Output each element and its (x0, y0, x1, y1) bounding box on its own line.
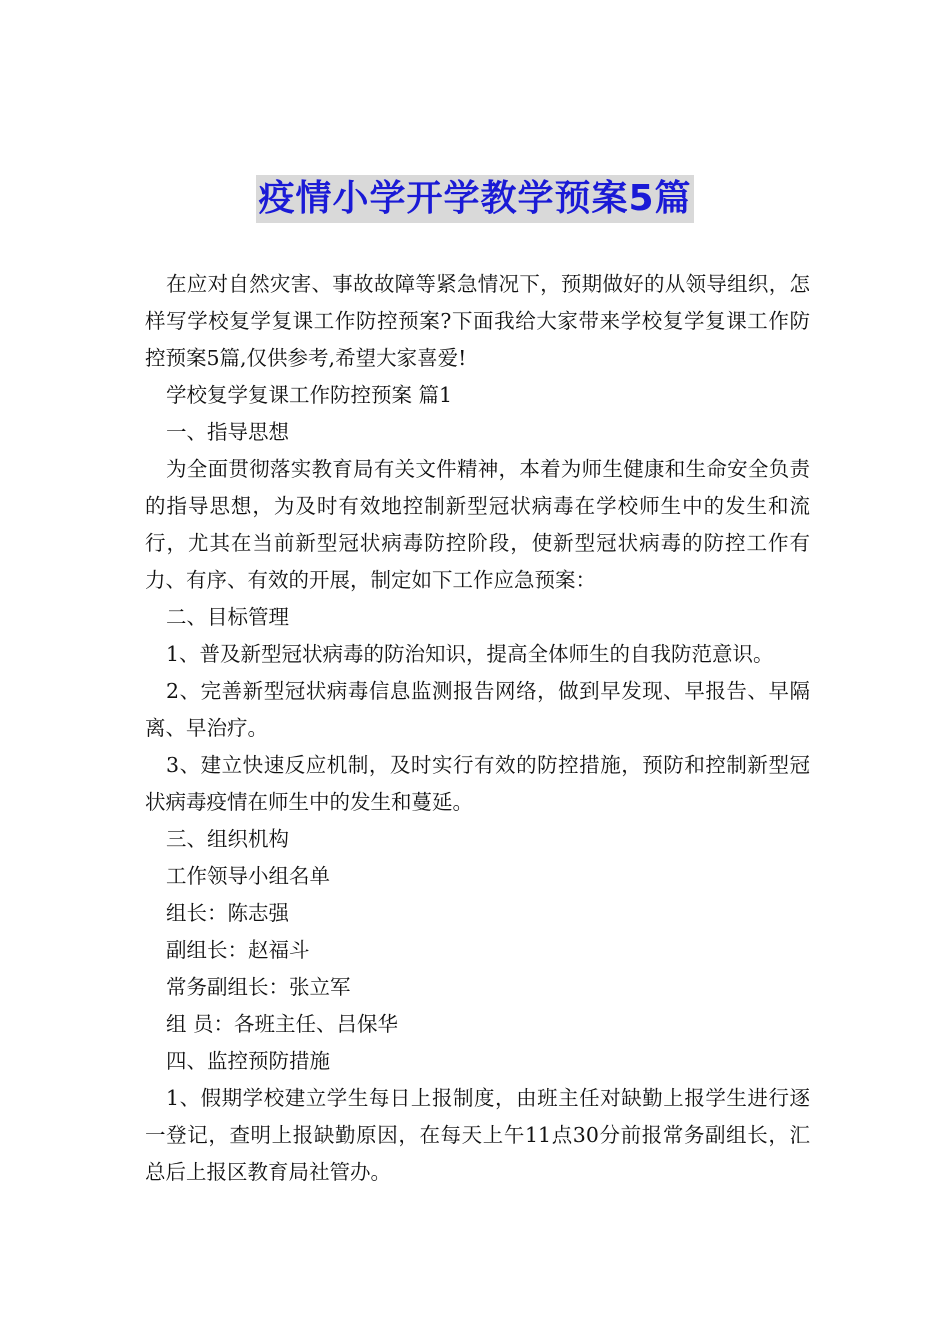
heading-prevention-measures: 四、监控预防措施 (166, 1049, 330, 1073)
list-item-target-1: 1、普及新型冠状病毒的防治知识，提高全体师生的自我防范意识。 (166, 642, 774, 666)
heading-guiding-thought: 一、指导思想 (166, 420, 289, 444)
title-container (0, 175, 950, 223)
list-item-target-2: 2、完善新型冠状病毒信息监测报告网络，做到早发现、早报告、早隔离、早治疗。 (145, 679, 810, 740)
section-heading-plan-1: 学校复学复课工作防控预案 篇1 (166, 383, 453, 407)
leadership-group-list-title: 工作领导小组名单 (166, 864, 330, 888)
list-item-target-3: 3、建立快速反应机制，及时实行有效的防控措施，预防和控制新型冠状病毒疫情在师生中的发生和蔓延。 (145, 753, 810, 814)
document-title: 疫情小学开学教学预案5篇 (256, 175, 693, 223)
heading-target-management: 二、目标管理 (166, 605, 289, 629)
paragraph-guiding-thought: 为全面贯彻落实教育局有关文件精神，本着为师生健康和生命安全负责的指导思想，为及时有效地控制新型冠状病毒在学校师生中的发生和流行，尤其在当前新型冠状病毒防控阶段，使新型冠状病毒的防控工作有力、有序、有效的开展，制定如下工作应急预案： (145, 457, 810, 592)
group-members: 组 员：各班主任、吕保华 (166, 1012, 399, 1036)
heading-organization: 三、组织机构 (166, 827, 289, 851)
deputy-group-leader: 副组长：赵福斗 (166, 938, 310, 962)
group-leader: 组长：陈志强 (166, 901, 289, 925)
document-body (145, 266, 810, 1191)
list-item-measure-1: 1、假期学校建立学生每日上报制度，由班主任对缺勤上报学生进行逐一登记，查明上报缺勤原因，在每天上午11点30分前报常务副组长，汇总后上报区教育局社管办。 (145, 1086, 810, 1184)
executive-deputy-leader: 常务副组长：张立军 (166, 975, 351, 999)
intro-paragraph: 在应对自然灾害、事故故障等紧急情况下，预期做好的从领导组织，怎样写学校复学复课工作防控预案?下面我给大家带来学校复学复课工作防控预案5篇,仅供参考,希望大家喜爱! (145, 272, 810, 370)
